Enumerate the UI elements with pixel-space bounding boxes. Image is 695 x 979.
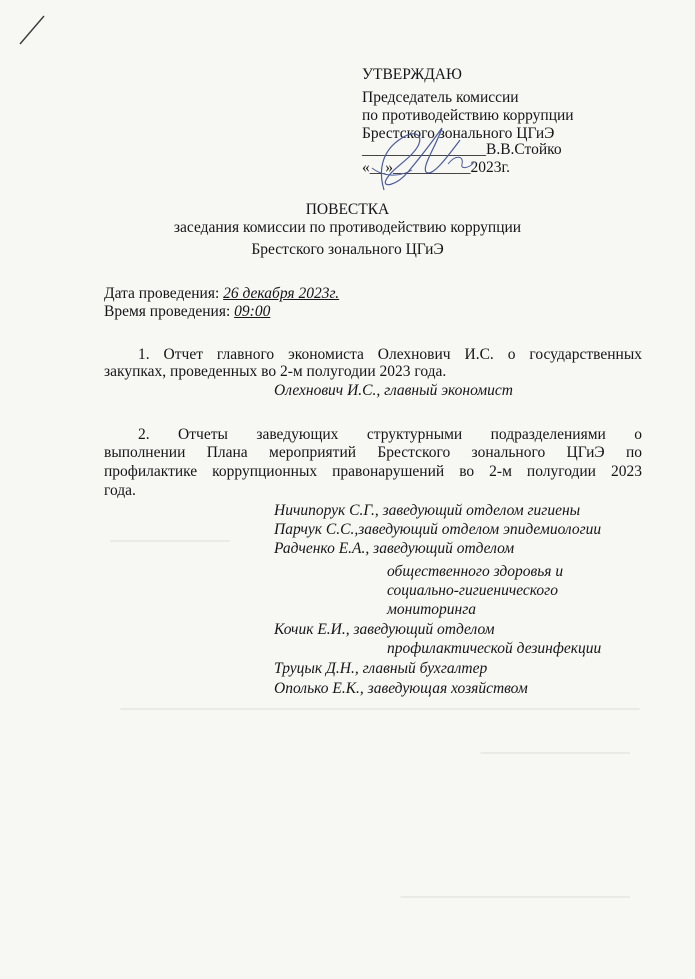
document-subtitle-2: Брестского зонального ЦГиЭ <box>251 241 444 258</box>
meeting-date-value: 26 декабря 2023г. <box>223 285 340 302</box>
agenda-item-2-line-4: года. <box>104 482 136 499</box>
meeting-time-label: Время проведения: <box>104 303 235 320</box>
document-title: ПОВЕСТКА <box>305 201 390 218</box>
agenda-item-1-line-1: 1. Отчет главного экономиста Олехнович И.С. о государственных <box>138 346 642 363</box>
responsible-line: Труцык Д.Н., главный бухгалтер <box>274 660 488 677</box>
agenda-item-1-responsible: Олехнович И.С., главный экономист <box>274 382 514 399</box>
document-subtitle-1: заседания комиссии по противодействию коррупции <box>173 219 522 236</box>
responsible-line: Парчук С.С.,заведующий отделом эпидемиологии <box>274 521 602 538</box>
agenda-item-2-line-2: выполнении Плана мероприятий Брестского зонального ЦГиЭ по <box>104 444 642 461</box>
responsible-line: Ничипорук С.Г., заведующий отделом гигиены <box>274 502 581 519</box>
responsible-line-continued: социально-гигиенического <box>387 582 558 599</box>
responsible-line-continued: общественного здоровья и <box>387 563 564 580</box>
scan-noise <box>480 752 630 754</box>
meeting-date-label: Дата проведения: <box>104 285 224 302</box>
meeting-date <box>104 285 339 303</box>
approval-line-1: Председатель комиссии <box>362 89 519 106</box>
approval-line-2: по противодействию коррупции <box>362 107 574 124</box>
approval-heading: УТВЕРЖДАЮ <box>362 66 462 83</box>
approval-signature-line: ________________В.В.Стойко <box>362 141 562 158</box>
scan-noise <box>120 708 640 710</box>
handwritten-signature <box>352 120 502 195</box>
responsible-line-continued: профилактической дезинфекции <box>387 640 602 657</box>
agenda-item-2-line-3: профилактике коррупционных правонарушений во 2-м полугодии 2023 <box>104 463 642 480</box>
scan-noise <box>400 896 630 898</box>
agenda-item-2-line-1: 2. Отчеты заведующих структурными подразделениями о <box>138 426 642 443</box>
agenda-item-1-line-2: закупках, проведенных во 2-м полугодии 2023 года. <box>104 363 447 380</box>
scan-noise <box>110 540 230 542</box>
responsible-line-continued: мониторинга <box>387 601 477 618</box>
responsible-line: Кочик Е.И., заведующий отделом <box>274 621 495 638</box>
responsible-line: Ополько Е.К., заведующая хозяйством <box>274 680 528 697</box>
approval-line-3: Брестского зонального ЦГиЭ <box>362 125 555 142</box>
responsible-line: Радченко Е.А., заведующий отделом <box>274 540 515 557</box>
meeting-time <box>104 303 270 321</box>
meeting-time-value: 09:00 <box>234 303 271 320</box>
approval-date-line: «__»__________2023г. <box>362 159 510 176</box>
pen-stroke-mark <box>14 10 54 50</box>
